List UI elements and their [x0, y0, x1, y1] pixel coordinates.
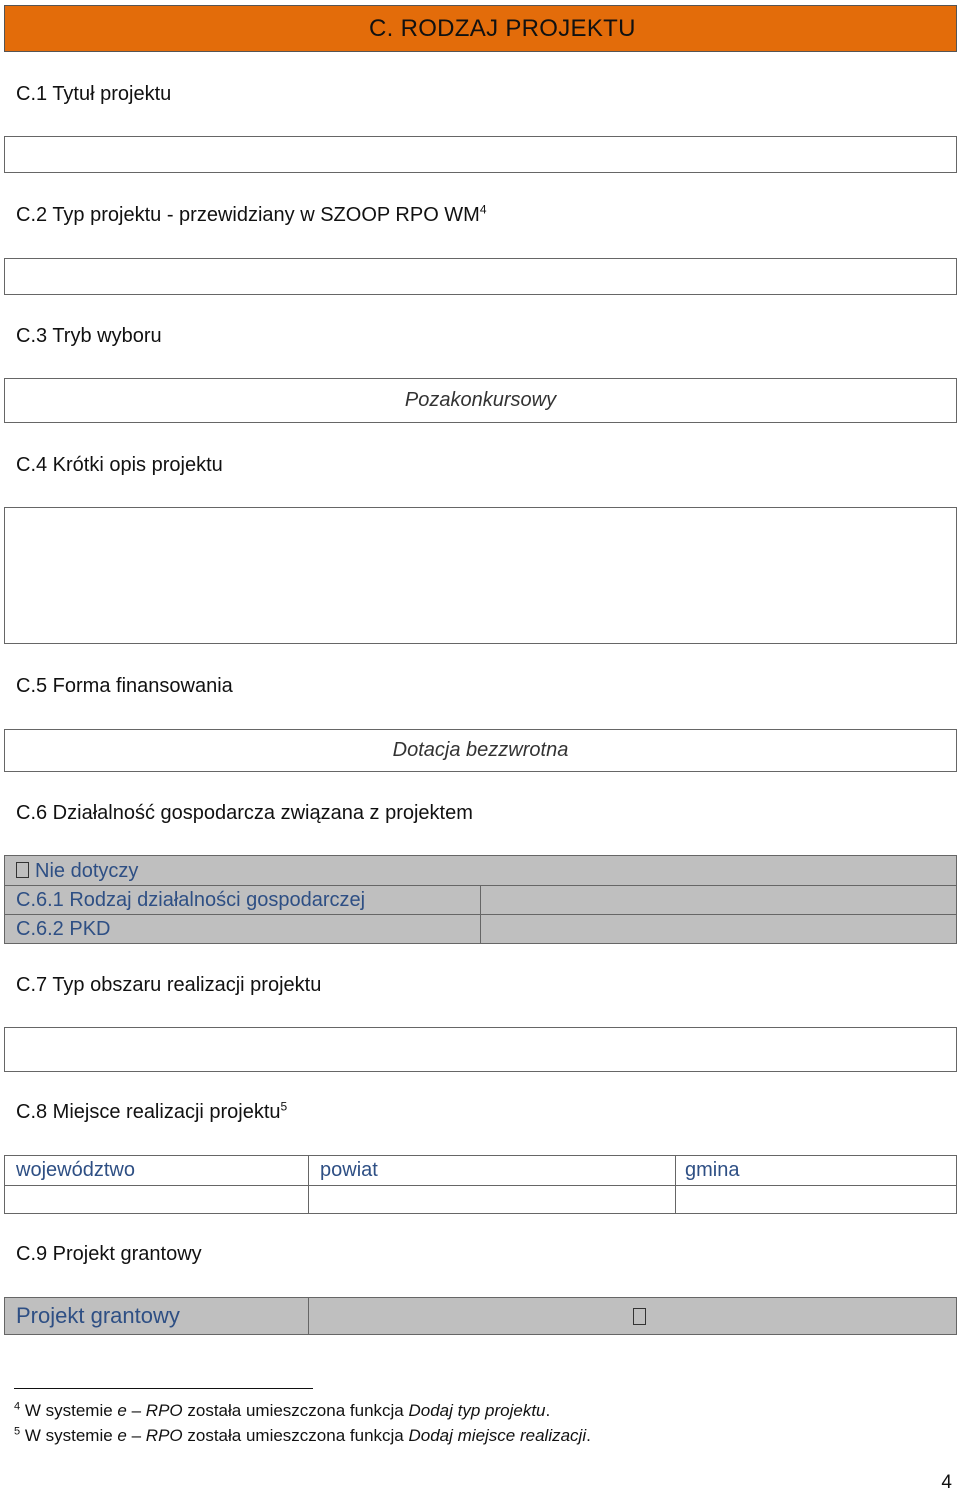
page-number: 4	[941, 1472, 952, 1493]
footnote-4-text-a: W systemie	[20, 1401, 118, 1420]
c8-voivodeship-cell[interactable]	[4, 1185, 309, 1214]
c2-type-field[interactable]	[4, 258, 957, 295]
footnote-ref-5: 5	[280, 1099, 288, 1114]
footnote-5-text-a: W systemie	[20, 1426, 118, 1445]
c7-area-type-value	[5, 1028, 956, 1071]
c6-2-value-cell[interactable]	[480, 914, 957, 944]
c1-title-field[interactable]	[4, 136, 957, 173]
c7-label: C.7 Typ obszaru realizacji projektu	[16, 974, 322, 996]
c6-not-applicable[interactable]	[16, 860, 138, 883]
footnote-4-em-c: Dodaj typ projektu	[408, 1401, 546, 1420]
footnote-4-em-a: e	[117, 1401, 127, 1420]
c3-label: C.3 Tryb wyboru	[16, 325, 162, 347]
footnote-5-text-d: .	[586, 1426, 591, 1445]
c8-commune-label: gmina	[685, 1159, 740, 1181]
footnote-4-text-d: .	[545, 1401, 551, 1420]
footnote-4-text-c: została umieszczona funkcja	[182, 1401, 409, 1420]
c1-label: C.1 Tytuł projektu	[16, 83, 172, 105]
c8-county-label: powiat	[320, 1159, 378, 1181]
footnote-5-em-a: e	[117, 1426, 127, 1445]
footnote-5	[14, 1426, 591, 1446]
c6-2-label-cell	[4, 914, 481, 944]
c6-1-value-cell[interactable]	[480, 885, 957, 915]
c8-voivodeship-label: województwo	[16, 1159, 135, 1181]
footnote-4	[14, 1401, 550, 1421]
c3-selection-mode-value: Pozakonkursowy	[404, 389, 557, 411]
c7-area-type-field[interactable]	[4, 1027, 957, 1072]
c9-grant-label-cell	[4, 1297, 309, 1335]
c8-commune-header	[675, 1155, 957, 1186]
footnote-divider	[14, 1388, 313, 1389]
c6-label: C.6 Działalność gospodarcza związana z projektem	[16, 802, 473, 824]
c8-voivodeship-header	[4, 1155, 309, 1186]
footnote-5-em-b: RPO	[145, 1426, 183, 1445]
c9-grant-label: Projekt grantowy	[16, 1303, 180, 1328]
c6-not-applicable-row	[4, 855, 957, 886]
c2-type-value	[5, 259, 956, 294]
c2-label	[16, 204, 487, 227]
c4-label: C.4 Krótki opis projektu	[16, 454, 223, 476]
c9-grant-value-cell	[308, 1297, 957, 1335]
c6-2-label: C.6.2 PKD	[16, 918, 111, 940]
c2-label-text: C.2 Typ projektu - przewidziany w SZOOP RPO WM	[16, 204, 480, 226]
section-header	[4, 5, 957, 52]
c4-description-value	[5, 508, 956, 643]
footnote-4-num: 4	[14, 1400, 21, 1413]
c6-1-label-cell	[4, 885, 481, 915]
footnote-ref-4: 4	[479, 202, 487, 217]
footnote-4-em-b: RPO	[145, 1401, 183, 1420]
footnote-5-text-b: –	[126, 1426, 146, 1445]
footnote-5-text-c: została umieszczona funkcja	[182, 1426, 409, 1445]
footnote-5-em-c: Dodaj miejsce realizacji	[408, 1426, 587, 1445]
c8-county-cell[interactable]	[308, 1185, 676, 1214]
c8-county-header	[308, 1155, 676, 1186]
c8-label	[16, 1101, 287, 1124]
c5-financing-value: Dotacja bezzwrotna	[392, 739, 569, 761]
c8-label-text: C.8 Miejsce realizacji projektu	[16, 1101, 281, 1123]
footnote-4-text-b: –	[126, 1401, 146, 1420]
c5-label: C.5 Forma finansowania	[16, 675, 233, 697]
c6-not-applicable-label: Nie dotyczy	[35, 860, 139, 882]
footnote-5-num: 5	[14, 1425, 21, 1438]
checkbox-icon[interactable]	[16, 862, 29, 878]
c9-label: C.9 Projekt grantowy	[16, 1243, 202, 1265]
c9-grant-checkbox[interactable]	[633, 1308, 646, 1325]
c8-commune-cell[interactable]	[675, 1185, 957, 1214]
c5-financing-field[interactable]	[4, 729, 957, 772]
c4-description-field[interactable]	[4, 507, 957, 644]
c3-selection-mode-field[interactable]	[4, 378, 957, 423]
c1-title-value	[5, 137, 956, 172]
section-title: C. RODZAJ PROJEKTU	[369, 15, 636, 42]
c6-1-label: C.6.1 Rodzaj działalności gospodarczej	[16, 889, 366, 911]
